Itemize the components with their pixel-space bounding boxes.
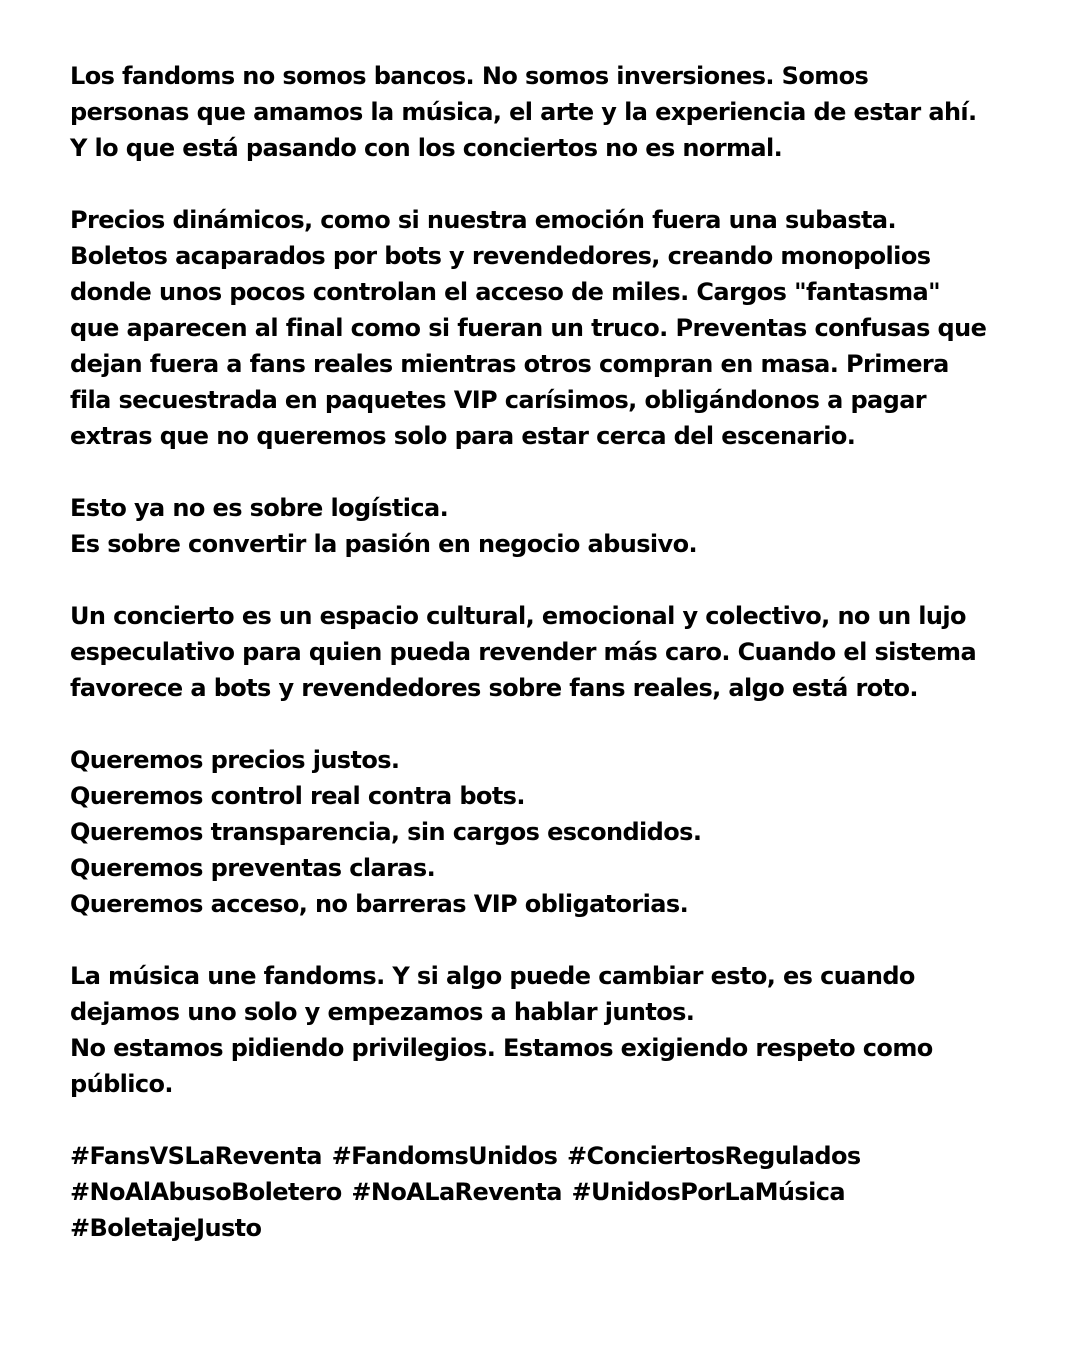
hashtag-block bbox=[70, 1138, 1020, 1246]
text-line: Los fandoms no somos bancos. No somos inversiones. Somos bbox=[70, 62, 869, 90]
text-line: dejan fuera a fans reales mientras otros compran en masa. Primera bbox=[70, 350, 949, 378]
text-line: Precios dinámicos, como si nuestra emoción fuera una subasta. bbox=[70, 206, 896, 234]
demand-line: Queremos precios justos. bbox=[70, 746, 400, 774]
text-line: La música une fandoms. Y si algo puede cambiar esto, es cuando bbox=[70, 962, 915, 990]
text-line: especulativo para quien pueda revender más caro. Cuando el sistema bbox=[70, 638, 977, 666]
text-line: Esto ya no es sobre logística. bbox=[70, 494, 449, 522]
text-line: donde unos pocos controlan el acceso de miles. Cargos "fantasma" bbox=[70, 278, 941, 306]
text-line: Un concierto es un espacio cultural, emocional y colectivo, no un lujo bbox=[70, 602, 966, 630]
hashtag-line: #BoletajeJusto bbox=[70, 1214, 262, 1242]
text-line: Es sobre convertir la pasión en negocio abusivo. bbox=[70, 530, 697, 558]
text-line: Y lo que está pasando con los conciertos no es normal. bbox=[70, 134, 783, 162]
paragraph-problems bbox=[70, 202, 1020, 454]
text-line: público. bbox=[70, 1070, 173, 1098]
paragraph-intro bbox=[70, 58, 1020, 166]
hashtag-line: #FansVSLaReventa #FandomsUnidos #ConciertosRegulados bbox=[70, 1142, 861, 1170]
demand-line: Queremos preventas claras. bbox=[70, 854, 436, 882]
demand-line: Queremos transparencia, sin cargos escondidos. bbox=[70, 818, 702, 846]
statement-text bbox=[70, 58, 1020, 1282]
paragraph-concert bbox=[70, 598, 1020, 706]
paragraph-demands bbox=[70, 742, 1020, 922]
paragraph-statement bbox=[70, 490, 1020, 562]
text-line: fila secuestrada en paquetes VIP carísimos, obligándonos a pagar bbox=[70, 386, 927, 414]
text-line: favorece a bots y revendedores sobre fans reales, algo está roto. bbox=[70, 674, 918, 702]
text-line: extras que no queremos solo para estar cerca del escenario. bbox=[70, 422, 856, 450]
text-line: No estamos pidiendo privilegios. Estamos exigiendo respeto como bbox=[70, 1034, 933, 1062]
text-line: que aparecen al final como si fueran un truco. Preventas confusas que bbox=[70, 314, 987, 342]
text-line: personas que amamos la música, el arte y la experiencia de estar ahí. bbox=[70, 98, 977, 126]
demand-line: Queremos acceso, no barreras VIP obligatorias. bbox=[70, 890, 689, 918]
demand-line: Queremos control real contra bots. bbox=[70, 782, 525, 810]
text-line: dejamos uno solo y empezamos a hablar juntos. bbox=[70, 998, 695, 1026]
hashtag-line: #NoAlAbusoBoletero #NoALaReventa #UnidosPorLaMúsica bbox=[70, 1178, 845, 1206]
text-line: Boletos acaparados por bots y revendedores, creando monopolios bbox=[70, 242, 931, 270]
paragraph-closing bbox=[70, 958, 1020, 1102]
